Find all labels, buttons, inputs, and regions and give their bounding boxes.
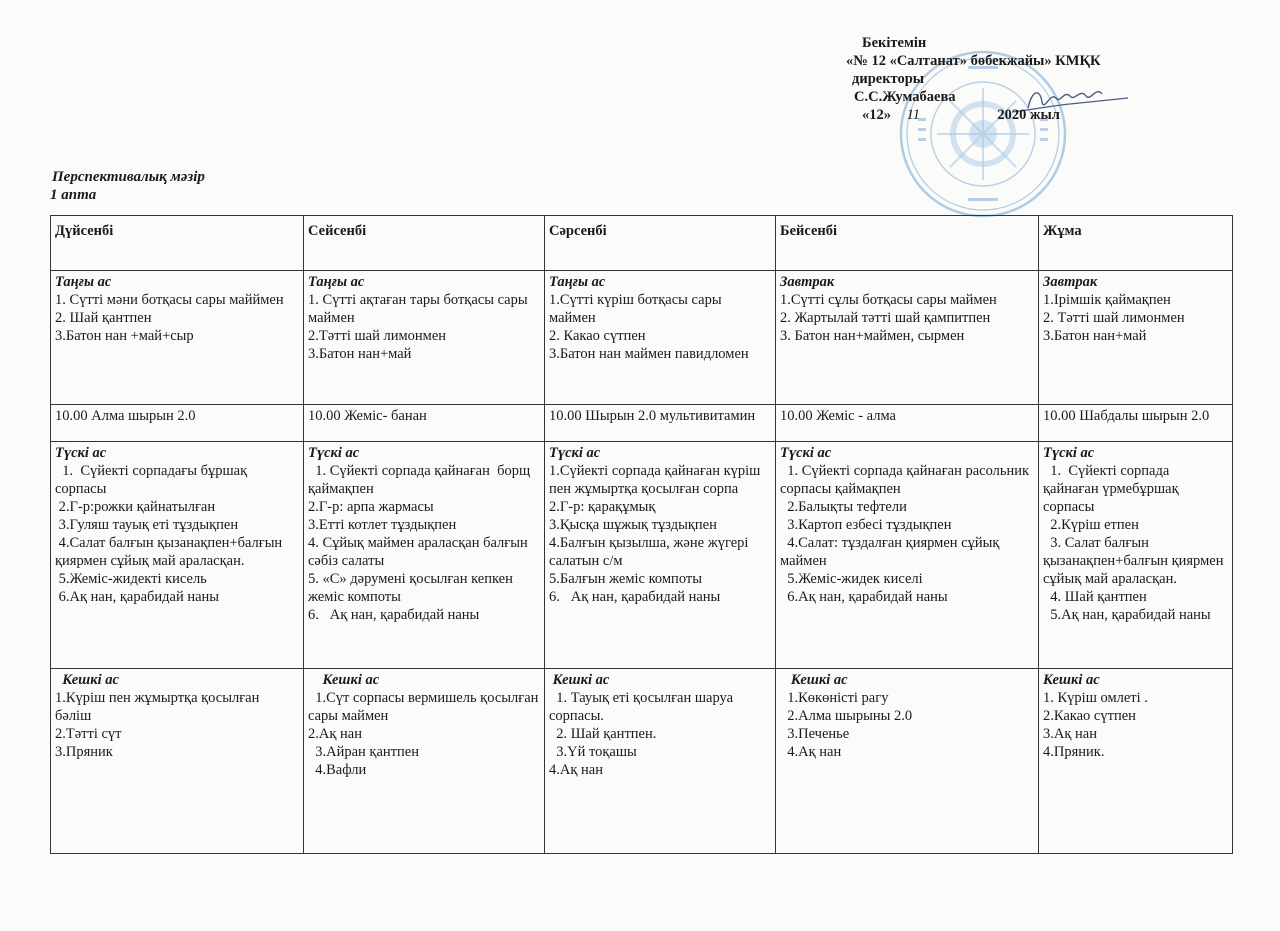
menu-item: 3.Ақ нан <box>1043 726 1097 742</box>
menu-item: 6. Ақ нан, қарабидай наны <box>308 607 480 623</box>
document-title <box>50 168 205 204</box>
approval-date <box>846 106 1146 124</box>
menu-item: 1.Сүйекті сорпада қайнаған күріш пен жұмыртқа қосылған сорпа <box>549 463 764 497</box>
menu-item: 4.Ақ нан <box>549 762 603 778</box>
menu-item: 6.Ақ нан, қарабидай наны <box>55 589 220 605</box>
menu-item: 2.Тәтті шай лимонмен <box>308 328 447 344</box>
menu-item: 2. Какао сүтпен <box>549 328 646 344</box>
menu-item: 3.Батон нан+май <box>308 346 412 362</box>
menu-item: 3.Батон нан+май <box>1043 328 1147 344</box>
menu-item: 5. «С» дәрумені қосылған кепкен жеміс компоты <box>308 571 517 605</box>
meal-title: Таңғы ас <box>549 274 606 290</box>
meal-cell <box>545 271 776 405</box>
meal-cell <box>51 271 304 405</box>
approval-organization: «№ 12 «Салтанат» бөбекжайы» КМҚК <box>846 53 1101 69</box>
meal-cell <box>776 271 1039 405</box>
day-header: Дүйсенбі <box>51 216 304 271</box>
meal-cell <box>51 669 304 854</box>
menu-item: 3.Айран қантпен <box>308 744 419 760</box>
menu-item: 1.Көкөністі рагу <box>780 690 889 706</box>
menu-item: 1.Сүт сорпасы вермишель қосылған сары маймен <box>308 690 543 724</box>
approval-date-month: 11 <box>906 107 921 123</box>
menu-item: 2.Алма шырыны 2.0 <box>780 708 913 724</box>
menu-item: 2. Жартылай тәтті шай қампитпен <box>780 310 991 326</box>
approval-date-day: «12» <box>862 107 891 123</box>
menu-item: 4. Сұйық маймен араласқан балғын сәбіз салаты <box>308 535 532 569</box>
menu-item: 4.Ақ нан <box>780 744 842 760</box>
menu-item: 1. Сүтті ақтаған тары ботқасы сары маймен <box>308 292 532 326</box>
meal-title: Түскі ас <box>308 445 360 461</box>
dinner-row <box>51 669 1233 854</box>
document-title-line1: Перспективалық мәзір <box>52 169 205 185</box>
snack-row <box>51 405 1233 442</box>
meal-cell <box>304 442 545 669</box>
menu-item: 4.Салат балғын қызанақпен+балғын қиярмен сұйық май араласқан. <box>55 535 286 569</box>
menu-item: 4.Балғын қызылша, және жүгері салатын с/м <box>549 535 753 569</box>
day-header: Бейсенбі <box>776 216 1039 271</box>
meal-cell <box>1039 442 1233 669</box>
menu-item: 2. Шай қантпен <box>55 310 152 326</box>
menu-item: 1.Күріш пен жұмыртқа қосылған бәліш <box>55 690 263 724</box>
menu-item: 2.Ақ нан <box>308 726 362 742</box>
menu-item: 5.Балғын жеміс компоты <box>549 571 702 587</box>
menu-item: 5.Ақ нан, қарабидай наны <box>1043 607 1211 623</box>
snack-cell: 10.00 Алма шырын 2.0 <box>51 405 304 442</box>
day-header: Сәрсенбі <box>545 216 776 271</box>
menu-item: 2.Тәтті сүт <box>55 726 122 742</box>
menu-item: 2.Балықты тефтели <box>780 499 907 515</box>
menu-item: 2.Г-р:рожки қайнатылған <box>55 499 216 515</box>
menu-item: 4.Салат: тұздалған қиярмен сұйық маймен <box>780 535 1004 569</box>
menu-item: 1.Ірімшік қаймақпен <box>1043 292 1171 308</box>
meal-title: Кешкі ас <box>1043 672 1100 688</box>
document-title-line2: 1 апта <box>50 187 97 203</box>
menu-item: 1. Сүйекті сорпада қайнаған расольник сорпасы қаймақпен <box>780 463 1033 497</box>
menu-item: 5.Жеміс-жидекті кисель <box>55 571 207 587</box>
menu-item: 2. Тәтті шай лимонмен <box>1043 310 1185 326</box>
approval-date-year: 2020 жыл <box>997 107 1060 123</box>
menu-item: 6.Ақ нан, қарабидай наны <box>780 589 948 605</box>
menu-item: 6. Ақ нан, қарабидай наны <box>549 589 721 605</box>
meal-title: Түскі ас <box>549 445 601 461</box>
meal-cell <box>1039 271 1233 405</box>
snack-cell: 10.00 Жеміс - алма <box>776 405 1039 442</box>
meal-cell <box>1039 669 1233 854</box>
day-header: Жұма <box>1039 216 1233 271</box>
menu-item: 1.Сүтті сұлы ботқасы сары маймен <box>780 292 997 308</box>
menu-item: 3.Пряник <box>55 744 113 760</box>
menu-item: 1.Сүтті күріш ботқасы сары маймен <box>549 292 726 326</box>
menu-item: 5.Жеміс-жидек киселі <box>780 571 923 587</box>
meal-title: Түскі ас <box>780 445 832 461</box>
menu-item: 1. Сүтті мәни ботқасы сары майймен <box>55 292 284 308</box>
meal-cell <box>776 442 1039 669</box>
menu-item: 4.Вафли <box>308 762 367 778</box>
meal-cell <box>545 669 776 854</box>
approval-approve: Бекітемін <box>862 35 927 51</box>
breakfast-row <box>51 271 1233 405</box>
meal-title: Завтрак <box>780 274 835 290</box>
menu-item: 3. Батон нан+маймен, сырмен <box>780 328 965 344</box>
meal-cell <box>545 442 776 669</box>
menu-item: 2.Г-р: арпа жармасы <box>308 499 434 515</box>
meal-cell <box>51 442 304 669</box>
snack-cell: 10.00 Шабдалы шырын 2.0 <box>1039 405 1233 442</box>
meal-title: Түскі ас <box>1043 445 1095 461</box>
menu-item: 3.Қысқа шұжық тұздықпен <box>549 517 717 533</box>
meal-title: Кешкі ас <box>55 672 119 688</box>
lunch-row <box>51 442 1233 669</box>
meal-title: Түскі ас <box>55 445 107 461</box>
menu-table <box>50 215 1233 854</box>
menu-item: 4.Пряник. <box>1043 744 1105 760</box>
menu-item: 2.Г-р: қарақұмық <box>549 499 656 515</box>
menu-item: 3.Етті котлет тұздықпен <box>308 517 457 533</box>
meal-title: Кешкі ас <box>780 672 848 688</box>
menu-item: 1. Күріш омлеті . <box>1043 690 1148 706</box>
menu-item: 4. Шай қантпен <box>1043 589 1147 605</box>
approval-position: директоры <box>852 71 925 87</box>
meal-title: Кешкі ас <box>308 672 380 688</box>
menu-item: 1. Сүйекті сорпада қайнаған борщ қаймақпен <box>308 463 538 497</box>
meal-title: Таңғы ас <box>308 274 365 290</box>
menu-item: 1. Сүйекті сорпада қайнаған үрмебұршақ сорпасы <box>1043 463 1183 515</box>
menu-item: 3.Печенье <box>780 726 850 742</box>
day-header-row <box>51 216 1233 271</box>
meal-cell <box>776 669 1039 854</box>
menu-item: 2. Шай қантпен. <box>549 726 657 742</box>
meal-title: Таңғы ас <box>55 274 112 290</box>
meal-title: Завтрак <box>1043 274 1098 290</box>
menu-item: 3.Гуляш тауық еті тұздықпен <box>55 517 239 533</box>
meal-cell <box>304 271 545 405</box>
menu-item: 3.Картоп езбесі тұздықпен <box>780 517 952 533</box>
approval-director-name: С.С.Жумабаева <box>854 89 956 105</box>
day-header: Сейсенбі <box>304 216 545 271</box>
approval-block <box>846 34 1146 124</box>
menu-item: 3.Батон нан маймен павидломен <box>549 346 749 362</box>
snack-cell: 10.00 Шырын 2.0 мультивитамин <box>545 405 776 442</box>
menu-item: 3.Батон нан +май+сыр <box>55 328 194 344</box>
meal-cell <box>304 669 545 854</box>
meal-title: Кешкі ас <box>549 672 610 688</box>
menu-item: 3.Үй тоқашы <box>549 744 637 760</box>
menu-item: 2.Күріш етпен <box>1043 517 1139 533</box>
menu-item: 1. Сүйекті сорпадағы бұршақ сорпасы <box>55 463 251 497</box>
menu-item: 3. Салат балғын қызанақпен+балғын қиярмен сұйық май араласқан. <box>1043 535 1228 587</box>
snack-cell: 10.00 Жеміс- банан <box>304 405 545 442</box>
menu-item: 1. Тауық еті қосылған шаруа сорпасы. <box>549 690 737 724</box>
menu-item: 2.Какао сүтпен <box>1043 708 1136 724</box>
